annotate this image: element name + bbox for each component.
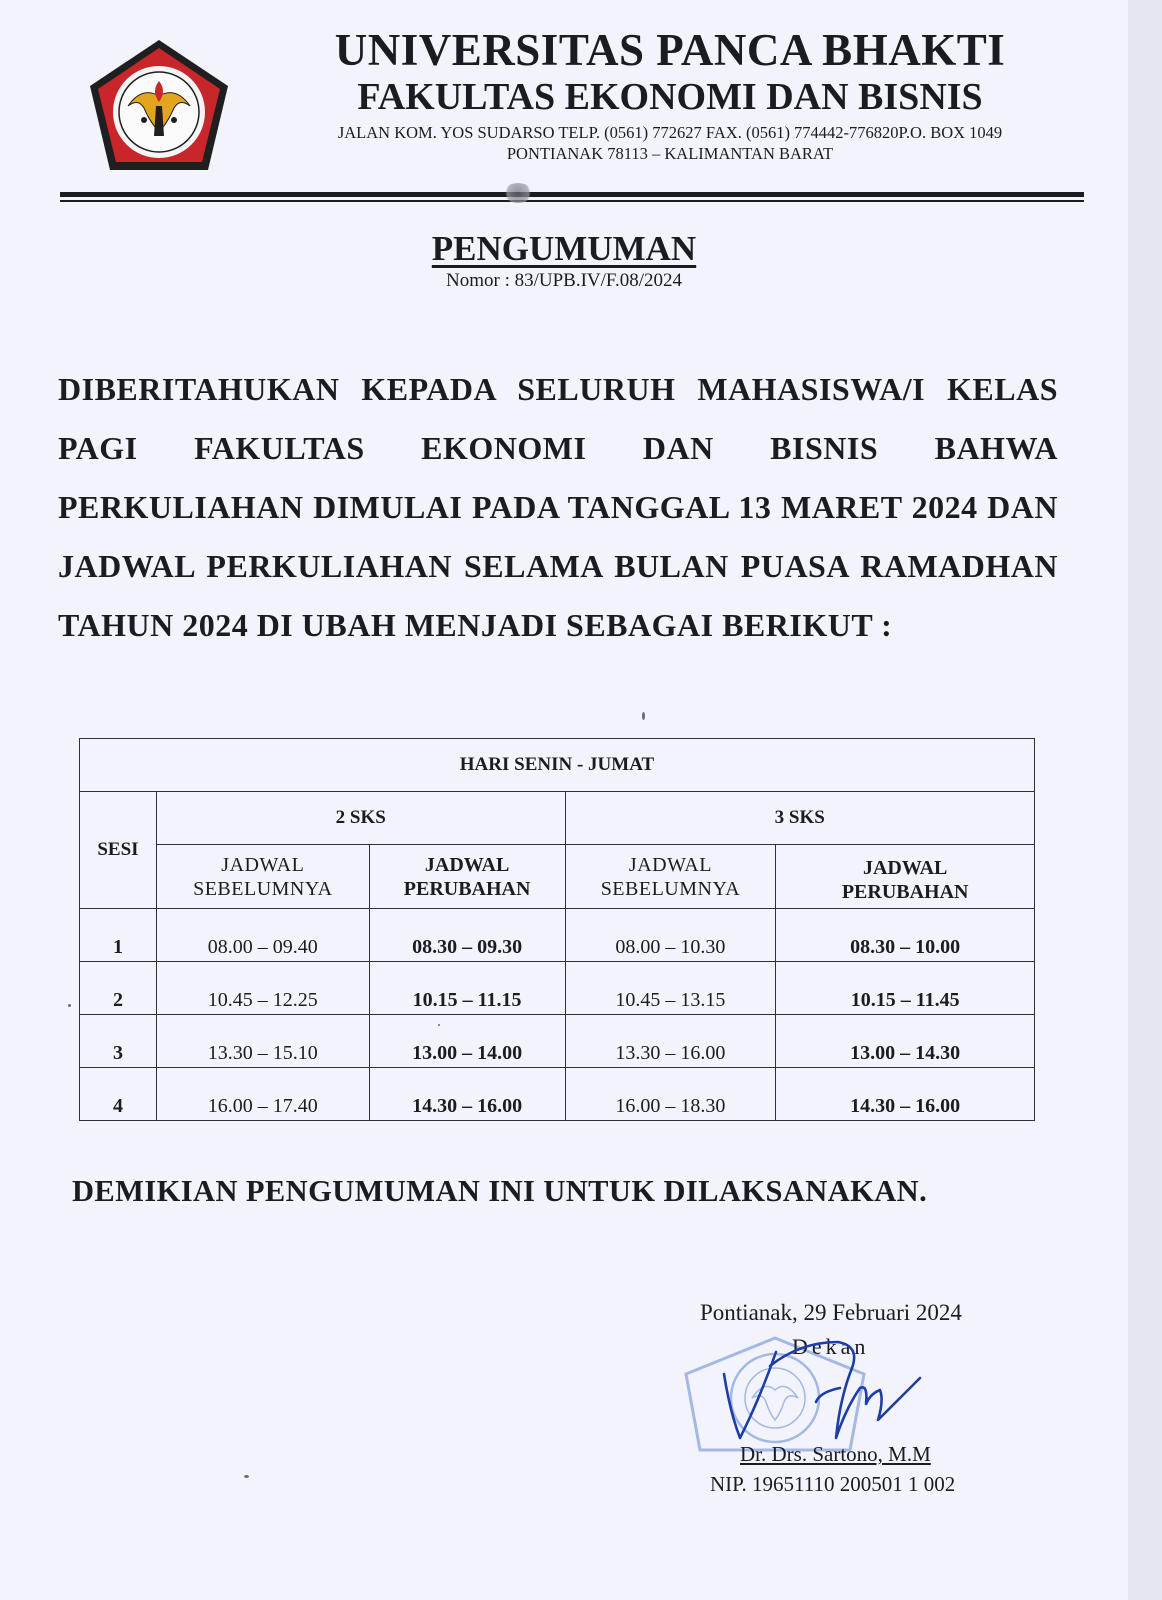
col-2sks-after-header [369,845,565,909]
col-header-line: JADWAL [221,853,305,876]
col-header-line: SEBELUMNYA [193,877,333,900]
announcement-heading [0,228,1128,292]
header-divider-thin [60,200,1084,202]
sesi-cell: 3 [80,1015,157,1068]
table-group-row [80,792,1035,845]
scan-speck [438,1024,440,1026]
time-cell-2sks-after: 13.00 – 14.00 [369,1015,565,1068]
col-header-line: JADWAL [424,853,510,876]
sesi-header: SESI [80,792,157,909]
time-cell-2sks-before: 16.00 – 17.40 [156,1068,369,1121]
university-name: UNIVERSITAS PANCA BHAKTI [334,25,1006,75]
sesi-cell: 4 [80,1068,157,1121]
time-cell-2sks-before: 10.45 – 12.25 [156,962,369,1015]
col-3sks-after-header [776,845,1035,909]
table-row [80,962,1035,1015]
scan-speck [642,712,645,720]
signatory-name: Dr. Drs. Sartono, M.M [740,1442,931,1466]
col-header-line: PERUBAHAN [403,877,531,900]
time-cell-3sks-before: 13.30 – 16.00 [565,1015,776,1068]
day-header: HARI SENIN - JUMAT [80,739,1035,792]
letterhead [240,24,1100,164]
time-cell-2sks-before: 08.00 – 09.40 [156,909,369,962]
table-row [80,1068,1035,1121]
schedule-table [79,738,1035,1121]
time-cell-3sks-after: 14.30 – 16.00 [776,1068,1035,1121]
col-2sks-before-header [156,845,369,909]
closing-statement: DEMIKIAN PENGUMUMAN INI UNTUK DILAKSANAKAN. [72,1174,928,1208]
time-cell-3sks-after: 08.30 – 10.00 [776,909,1035,962]
announcement-number: Nomor : 83/UPB.IV/F.08/2024 [446,270,682,291]
time-cell-3sks-after: 10.15 – 11.45 [776,962,1035,1015]
time-cell-2sks-after: 10.15 – 11.15 [369,962,565,1015]
table-row [80,909,1035,962]
time-cell-3sks-after: 13.00 – 14.30 [776,1015,1035,1068]
signatory-nip: NIP. 19651110 200501 1 002 [710,1472,956,1496]
table-row [80,1015,1035,1068]
place-date: Pontianak, 29 Februari 2024 [700,1300,962,1325]
header-divider [60,192,1084,197]
university-logo [84,36,234,176]
sesi-cell: 1 [80,909,157,962]
col-header-line: JADWAL [862,856,948,879]
col-header-line: JADWAL [628,853,712,876]
table-subheader-row [80,845,1035,909]
col-header-line: SEBELUMNYA [600,877,741,900]
col-header-line: PERUBAHAN [841,880,969,903]
scan-speck [68,1004,71,1007]
group-2sks-header: 2 SKS [156,792,565,845]
time-cell-2sks-after: 08.30 – 09.30 [369,909,565,962]
scan-edge [1128,0,1162,1600]
faculty-name: FAKULTAS EKONOMI DAN BISNIS [357,76,983,118]
address-line-1: JALAN KOM. YOS SUDARSO TELP. (0561) 772627 FAX. (0561) 774442-776820P.O. BOX 1049 [337,123,1003,142]
time-cell-3sks-before: 08.00 – 10.30 [565,909,776,962]
time-cell-3sks-before: 16.00 – 18.30 [565,1068,776,1121]
scan-speck [244,1475,249,1478]
time-cell-2sks-before: 13.30 – 15.10 [156,1015,369,1068]
divider-ornament [503,183,533,203]
handwritten-signature [720,1328,970,1448]
sesi-cell: 2 [80,962,157,1015]
table-day-row [80,739,1035,792]
announcement-body: DIBERITAHUKAN KEPADA SELURUH MAHASISWA/I KELAS PAGI FAKULTAS EKONOMI DAN BISNIS BAHWA PERKULIAHAN DIMULAI PADA TANGGAL 13 MARET 2024 DAN JADWAL PERKULIAHAN SELAMA BULAN PUASA RAMADHAN TAHUN 2024 DI UBAH MENJADI SEBAGAI BERIKUT : [58,371,1058,643]
col-3sks-before-header [565,845,776,909]
address-line-2: PONTIANAK 78113 – KALIMANTAN BARAT [506,144,834,163]
time-cell-2sks-after: 14.30 – 16.00 [369,1068,565,1121]
group-3sks-header: 3 SKS [565,792,1034,845]
time-cell-3sks-before: 10.45 – 13.15 [565,962,776,1015]
signatory-role: Dekan [792,1334,870,1359]
announcement-title: PENGUMUMAN [431,229,697,268]
